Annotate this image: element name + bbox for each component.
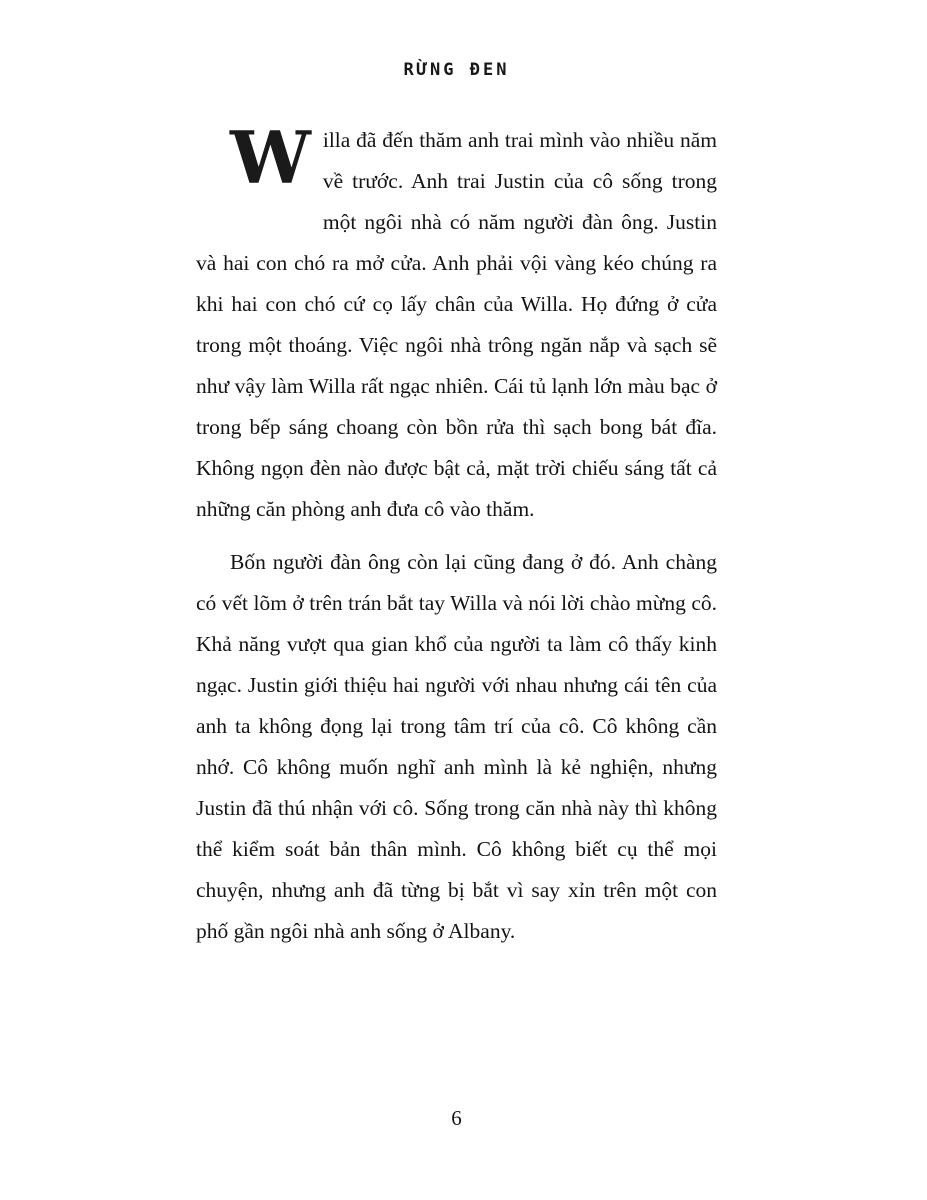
drop-cap: W xyxy=(230,115,311,200)
page-number: 6 xyxy=(451,1106,462,1130)
text-column xyxy=(196,0,717,952)
paragraph-1-text: illa đã đến thăm anh trai mình vào nhiều năm về trước. Anh trai Justin của cô sống trong một ngôi nhà có năm người đàn ông. Justin và hai con chó ra mở cửa. Anh phải vội vàng kéo chúng ra khi hai con chó cứ cọ lấy chân của Willa. Họ đứng ở cửa trong một thoáng. Việc ngôi nhà trông ngăn nắp và sạch sẽ như vậy làm Willa rất ngạc nhiên. Cái tủ lạnh lớn màu bạc ở trong bếp sáng choang còn bồn rửa thì sạch bong bát đĩa. Không ngọn đèn nào được bật cả, mặt trời chiếu sáng tất cả những căn phòng anh đưa cô vào thăm. xyxy=(196,128,717,521)
paragraph-1 xyxy=(196,115,717,530)
body-text xyxy=(196,115,717,952)
running-header: RỪNG ĐEN xyxy=(403,60,510,80)
paragraph-2: Bốn người đàn ông còn lại cũng đang ở đó. Anh chàng có vết lõm ở trên trán bắt tay Willa và nói lời chào mừng cô. Khả năng vượt qua gian khổ của người ta làm cô thấy kinh ngạc. Justin giới thiệu hai người với nhau nhưng cái tên của anh ta không đọng lại trong tâm trí của cô. Cô không cần nhớ. Cô không muốn nghĩ anh mình là kẻ nghiện, nhưng Justin đã thú nhận với cô. Sống trong căn nhà này thì không thể kiểm soát bản thân mình. Cô không biết cụ thể mọi chuyện, nhưng anh đã từng bị bắt vì say xỉn trên một con phố gần ngôi nhà anh sống ở Albany. xyxy=(196,550,717,943)
